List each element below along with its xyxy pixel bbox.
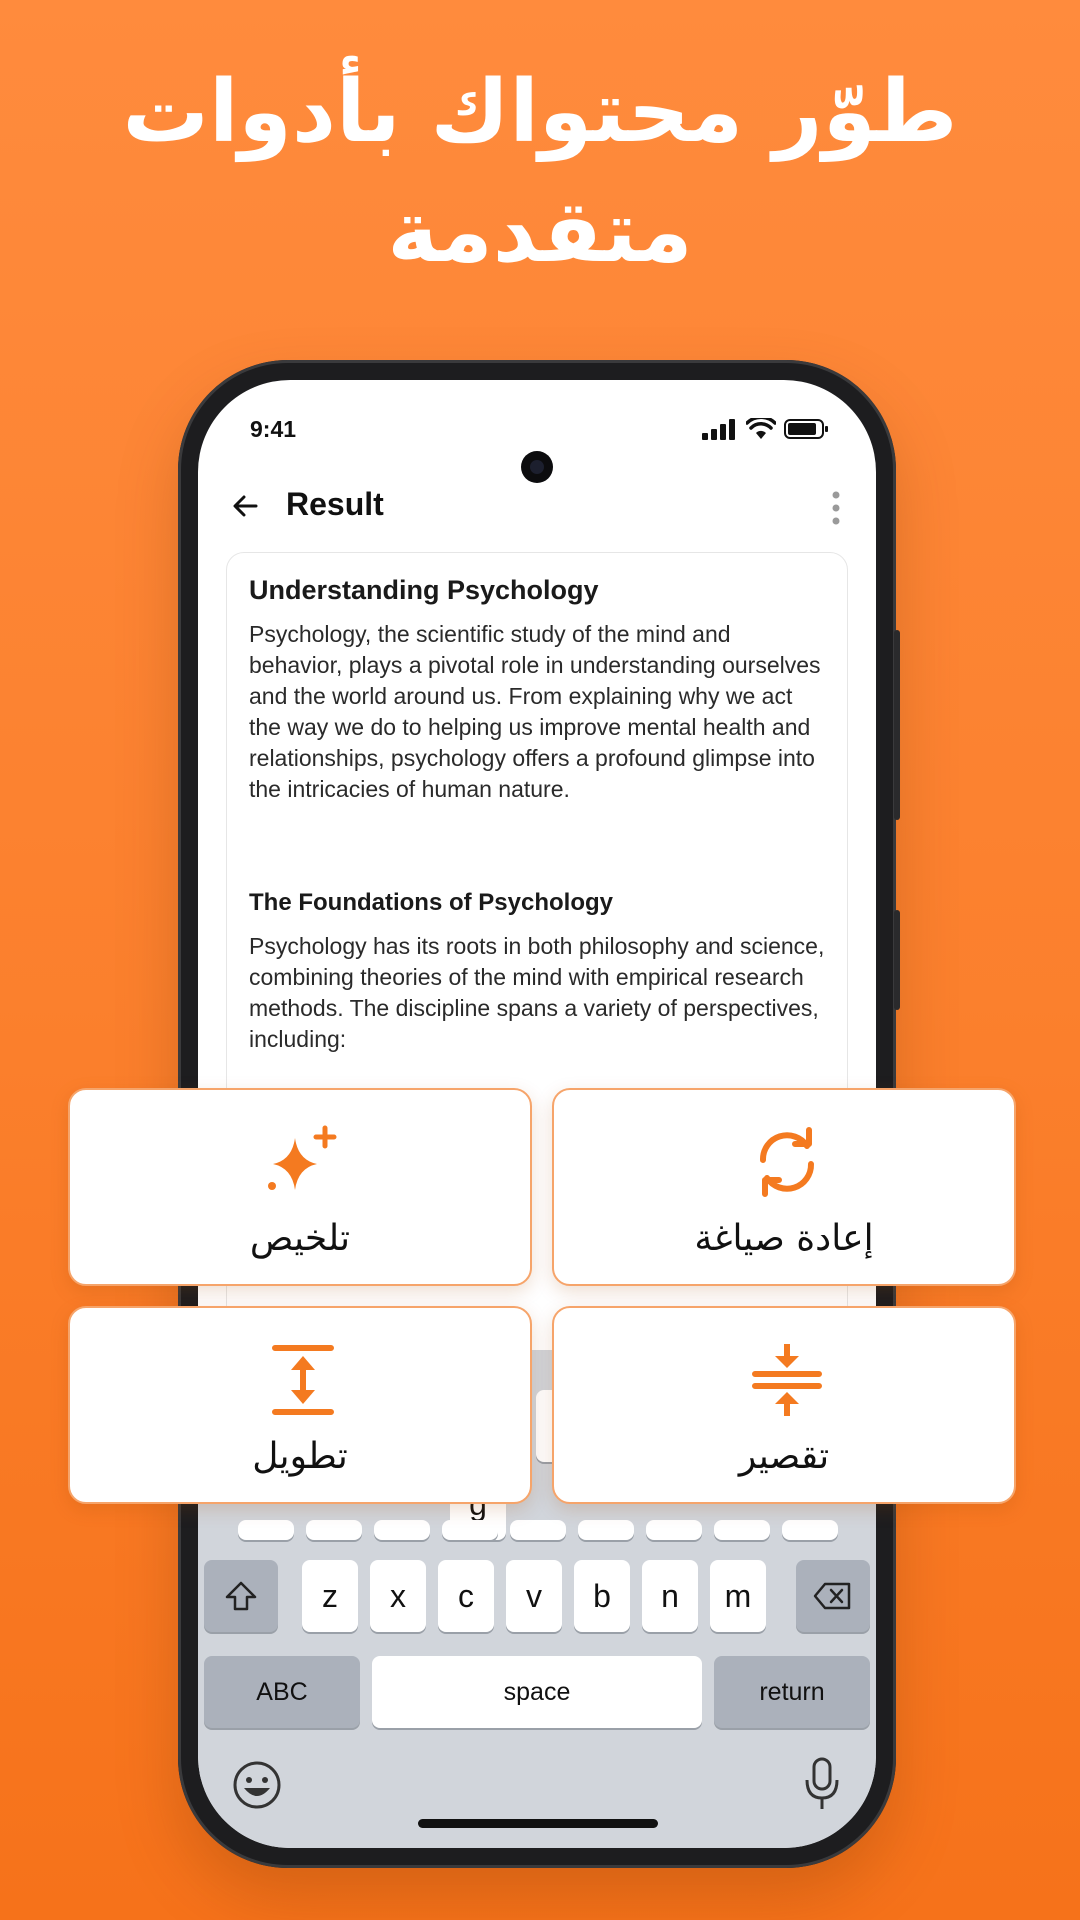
key-partial[interactable] [374, 1520, 430, 1540]
side-button [894, 630, 900, 820]
rephrase-button[interactable] [552, 1088, 1016, 1286]
shift-icon [224, 1580, 258, 1612]
return-key[interactable]: return [714, 1656, 870, 1728]
shorten-button[interactable] [552, 1306, 1016, 1504]
key-partial[interactable] [238, 1520, 294, 1540]
microphone-icon[interactable] [802, 1756, 842, 1812]
wifi-icon [746, 418, 776, 440]
document-subheading: The Foundations of Psychology [249, 889, 614, 916]
key-partial[interactable] [442, 1520, 498, 1540]
page-title: Result [286, 486, 384, 522]
key-n[interactable]: n [642, 1560, 698, 1632]
rephrase-label: إعادة صياغة [694, 1218, 874, 1259]
app-bar [198, 472, 876, 542]
headline: طوّر محتواك بأدوات متقدمة [122, 62, 958, 282]
key-partial[interactable] [646, 1520, 702, 1540]
compress-icon [749, 1342, 825, 1418]
battery-icon [784, 418, 830, 440]
summarize-button[interactable] [68, 1088, 532, 1286]
document-paragraph: Psychology has its roots in both philosophy and science, combining theories of the mind with empirical research methods. The discipline spans a variety of perspectives, including: [249, 933, 825, 1052]
status-time: 9:41 [250, 416, 297, 442]
key-c[interactable]: c [438, 1560, 494, 1632]
key-partial[interactable] [510, 1520, 566, 1540]
key-v[interactable]: v [506, 1560, 562, 1632]
status-icons [702, 418, 830, 440]
expand-label: تطويل [252, 1436, 348, 1477]
space-key[interactable]: space [372, 1656, 702, 1728]
status-bar [198, 416, 876, 456]
key-z[interactable]: z [302, 1560, 358, 1632]
key-partial[interactable] [578, 1520, 634, 1540]
back-arrow-icon[interactable] [226, 486, 266, 526]
key-b[interactable]: b [574, 1560, 630, 1632]
key-partial[interactable] [782, 1520, 838, 1540]
key-partial[interactable] [306, 1520, 362, 1540]
backspace-icon [813, 1581, 853, 1611]
expand-button[interactable] [68, 1306, 532, 1504]
summarize-label: تلخيص [249, 1218, 351, 1259]
expand-icon [265, 1342, 341, 1418]
sparkle-icon [265, 1124, 341, 1200]
document-paragraph: Psychology, the scientific study of the mind and behavior, plays a pivotal role in understanding ourselves and the world around us. From explaining why we act the way we do to helping us improve mental health and relationships, psychology offers a profound glimpse into the intricacies of human nature. [249, 621, 821, 802]
emoji-icon[interactable] [232, 1760, 282, 1810]
home-indicator [418, 1819, 658, 1828]
shorten-label: تقصير [738, 1436, 830, 1477]
backspace-key[interactable] [796, 1560, 870, 1632]
refresh-icon [749, 1124, 825, 1200]
more-options-icon[interactable] [830, 490, 842, 526]
key-partial[interactable] [714, 1520, 770, 1540]
shift-key[interactable] [204, 1560, 278, 1632]
key-x[interactable]: x [370, 1560, 426, 1632]
document-heading: Understanding Psychology [249, 575, 599, 605]
signal-icon [702, 418, 738, 440]
side-button [894, 910, 900, 1010]
key-m[interactable]: m [710, 1560, 766, 1632]
abc-key[interactable]: ABC [204, 1656, 360, 1728]
